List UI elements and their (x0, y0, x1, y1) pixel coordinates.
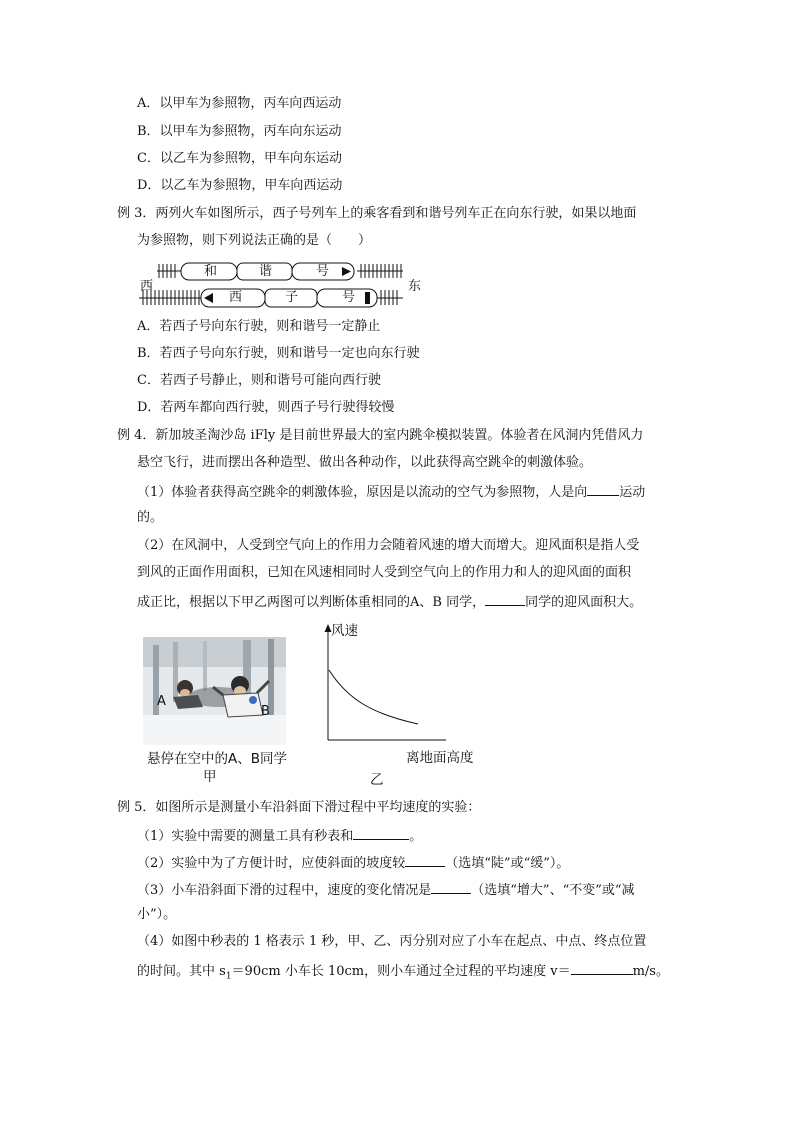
q5-part4-text-2: ＝90cm 小车长 10cm，则小车通过全过程的平均速度 v＝ (231, 964, 571, 979)
q5-part2-text: （2）实验中为了方便计时，应使斜面的坡度较 (137, 856, 406, 871)
train-figure (137, 258, 437, 310)
q3-stem-line1: 例 3．两列火车如图所示，西子号列车上的乘客看到和谐号列车正在向东行驶，如果以地面 (117, 206, 637, 221)
train-top-car-3: 号 (316, 264, 330, 279)
q5-part4-unit: m/s。 (632, 964, 669, 979)
train-top-car-2: 谐 (259, 264, 273, 279)
photo-label-b: B (261, 704, 270, 719)
photo-tag: 甲 (203, 769, 217, 785)
q4-stem-line2: 悬空飞行，进而摆出各种造型、做出各种动作，以此获得高空跳伞的刺激体验。 (137, 455, 593, 470)
q5-part3-tail: （选填“增大”、“不变”或“减 (471, 883, 635, 898)
q2-option-d: D．以乙车为参照物，甲车向西运动 (137, 178, 343, 193)
q5-blank-2[interactable] (405, 853, 445, 867)
q2-option-c: C．以乙车为参照物，甲车向东运动 (137, 151, 342, 166)
q4-part1 (137, 482, 645, 502)
graph-x-label: 离地面高度 (406, 750, 474, 766)
q5-part4-line1: （4）如图中秒表的 1 格表示 1 秒，甲、乙、丙分别对应了小车在起点、中点、终点位置 (137, 934, 647, 949)
train-bottom-car-3: 号 (342, 290, 356, 305)
q4-part2-tail: 同学的迎风面积大。 (525, 595, 643, 610)
q5-part3-text: （3）小车沿斜面下滑的过程中，速度的变化情况是 (137, 883, 432, 898)
skydiving-photo (143, 637, 286, 745)
q4-part2-line3 (137, 592, 642, 612)
graph-y-label: 风速 (331, 623, 358, 639)
q5-blank-3[interactable] (431, 880, 471, 894)
q5-part3 (137, 880, 635, 900)
q3-option-c: C．若西子号静止，则和谐号可能向西行驶 (137, 373, 381, 388)
q4-part1-text: （1）体验者获得高空跳伞的刺激体验，原因是以流动的空气为参照物，人是向 (137, 485, 588, 500)
q4-blank-1[interactable] (587, 482, 619, 496)
q4-part1-end: 的。 (137, 510, 164, 525)
q5-part3-end: 小”）。 (137, 907, 177, 922)
graph-tag: 乙 (370, 772, 384, 788)
photo-caption: 悬停在空中的A、B同学 (147, 751, 287, 767)
train-bottom-car-2: 子 (285, 290, 299, 305)
skydiving-photo-image (143, 637, 286, 745)
q5-s1-subscript: 1 (225, 971, 232, 982)
q5-part4-line2 (137, 961, 669, 986)
q2-option-b: B．以甲车为参照物，丙车向东运动 (137, 124, 342, 139)
east-label: 东 (408, 279, 422, 294)
q3-stem-line2: 为参照物，则下列说法正确的是（ ） (137, 233, 372, 248)
q4-part1-tail: 运动 (619, 485, 646, 500)
wind-speed-graph (318, 622, 448, 744)
train-bottom-car-1: 西 (229, 290, 243, 305)
q2-option-a: A．以甲车为参照物，丙车向西运动 (137, 96, 342, 111)
photo-label-a: A (157, 694, 166, 709)
q4-part2-line1: （2）在风洞中，人受到空气向上的作用力会随着风速的增大而增大。迎风面积是指人受 (137, 538, 640, 553)
q5-part1-tail: 。 (409, 829, 423, 844)
q5-stem: 例 5．如图所示是测量小车沿斜面下滑过程中平均速度的实验： (117, 800, 481, 815)
q4-part2-line2: 到风的正面作用面积，已知在风速相同时人受到空气向上的作用力和人的迎风面的面积 (137, 565, 632, 580)
q4-stem-line1: 例 4．新加坡圣淘沙岛 iFly 是目前世界最大的室内跳伞模拟装置。体验者在风洞内凭借风力 (117, 428, 644, 443)
q5-part2-tail: （选填“陡”或“缓”）。 (445, 856, 570, 871)
q3-option-a: A．若西子号向东行驶，则和谐号一定静止 (137, 319, 381, 334)
west-label: 西 (140, 279, 154, 294)
q5-part2 (137, 853, 569, 873)
graph-curve (329, 670, 418, 724)
train-top-car-1: 和 (204, 264, 218, 279)
q5-part1-text: （1）实验中需要的测量工具有秒表和 (137, 829, 354, 844)
q4-blank-2[interactable] (485, 592, 525, 606)
q5-part4-text: 的时间。其中 s (137, 964, 226, 979)
q3-option-d: D．若两车都向西行驶，则西子号行驶得较慢 (137, 400, 395, 415)
q5-blank-1[interactable] (353, 826, 409, 840)
q5-blank-4[interactable] (571, 961, 633, 975)
q5-part1 (137, 826, 422, 846)
q4-part2-text: 成正比，根据以下甲乙两图可以判断体重相同的A、B 同学， (137, 595, 486, 610)
q3-option-b: B．若西子号向东行驶，则和谐号一定也向东行驶 (137, 346, 420, 361)
